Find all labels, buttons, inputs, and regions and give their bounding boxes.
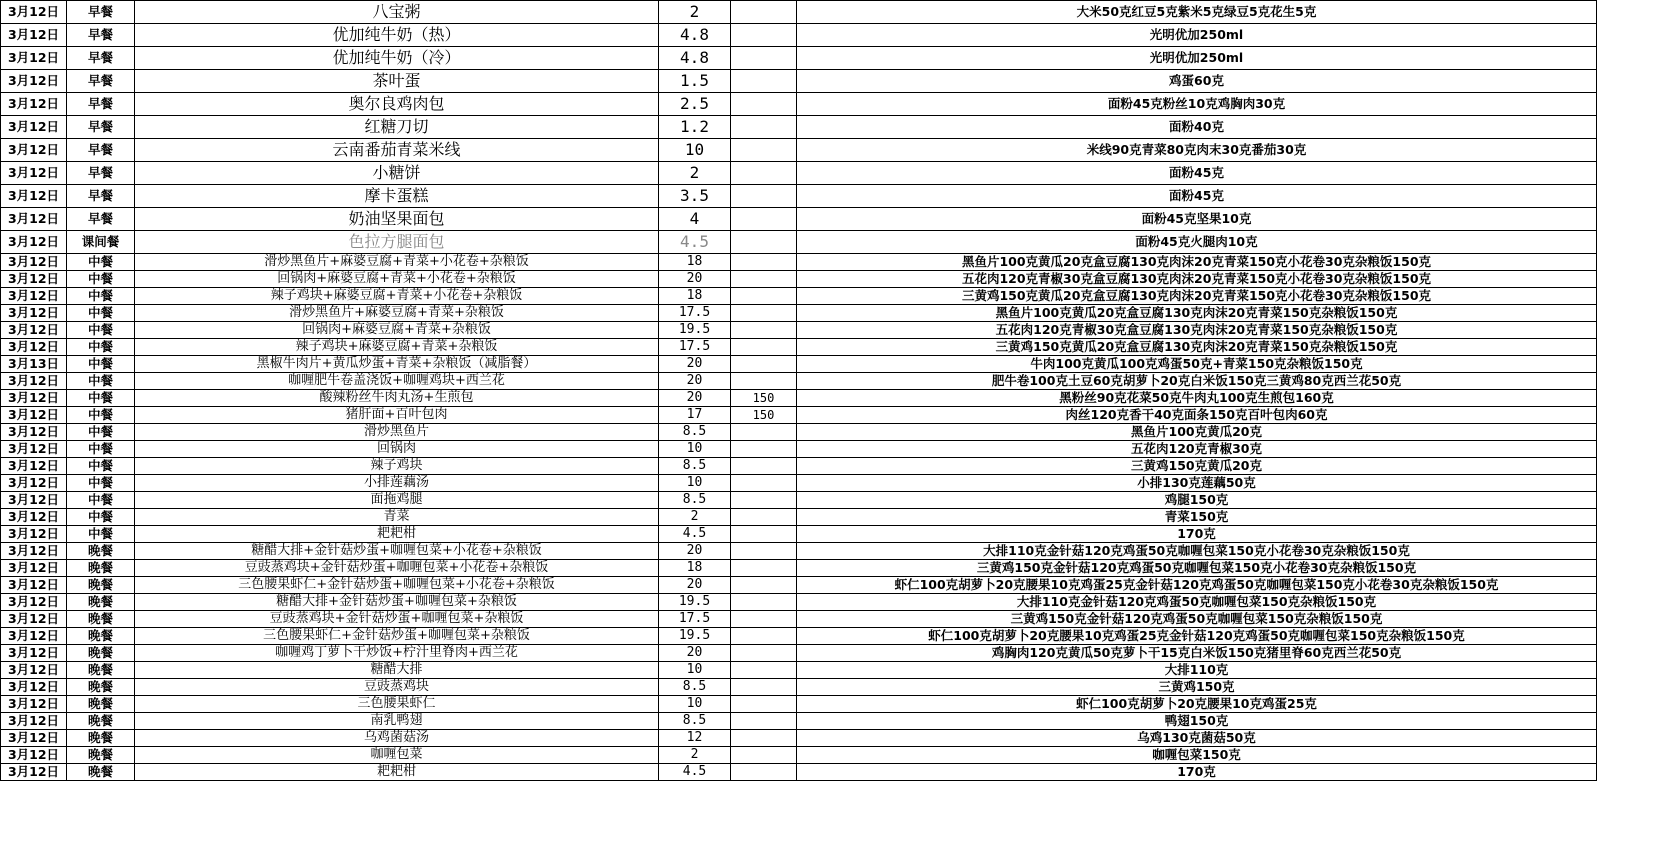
dish-cell[interactable]: 三色腰果虾仁+金针菇炒蛋+咖喱包菜+杂粮饭 (135, 628, 659, 645)
extra-cell[interactable] (731, 475, 797, 492)
meal-cell[interactable]: 晚餐 (67, 679, 135, 696)
date-cell[interactable]: 3月12日 (1, 747, 67, 764)
ingredients-cell[interactable]: 三黄鸡150克金针菇120克鸡蛋50克咖喱包菜150克小花卷30克杂粮饭150克 (797, 560, 1597, 577)
price-cell[interactable]: 19.5 (659, 322, 731, 339)
meal-cell[interactable]: 中餐 (67, 509, 135, 526)
dish-cell[interactable]: 三色腰果虾仁+金针菇炒蛋+咖喱包菜+小花卷+杂粮饭 (135, 577, 659, 594)
meal-cell[interactable]: 晚餐 (67, 730, 135, 747)
meal-cell[interactable]: 早餐 (67, 208, 135, 231)
meal-cell[interactable]: 中餐 (67, 271, 135, 288)
dish-cell[interactable]: 滑炒黑鱼片 (135, 424, 659, 441)
meal-cell[interactable]: 早餐 (67, 70, 135, 93)
meal-cell[interactable]: 晚餐 (67, 543, 135, 560)
extra-cell[interactable] (731, 679, 797, 696)
table-row[interactable] (1, 93, 1597, 116)
date-cell[interactable]: 3月12日 (1, 679, 67, 696)
table-row[interactable] (1, 628, 1597, 645)
date-cell[interactable]: 3月12日 (1, 526, 67, 543)
extra-cell[interactable] (731, 288, 797, 305)
table-row[interactable] (1, 441, 1597, 458)
price-cell[interactable]: 18 (659, 560, 731, 577)
ingredients-cell[interactable]: 大排110克 (797, 662, 1597, 679)
price-cell[interactable]: 20 (659, 577, 731, 594)
date-cell[interactable]: 3月12日 (1, 696, 67, 713)
dish-cell[interactable]: 豆豉蒸鸡块+金针菇炒蛋+咖喱包菜+小花卷+杂粮饭 (135, 560, 659, 577)
ingredients-cell[interactable]: 乌鸡130克菌菇50克 (797, 730, 1597, 747)
dish-cell[interactable]: 三色腰果虾仁 (135, 696, 659, 713)
dish-cell[interactable]: 回锅肉+麻婆豆腐+青菜+小花卷+杂粮饭 (135, 271, 659, 288)
table-row[interactable] (1, 424, 1597, 441)
dish-cell[interactable]: 豆豉蒸鸡块 (135, 679, 659, 696)
price-cell[interactable]: 4.5 (659, 231, 731, 254)
price-cell[interactable]: 4.5 (659, 526, 731, 543)
table-row[interactable] (1, 254, 1597, 271)
meal-cell[interactable]: 中餐 (67, 254, 135, 271)
extra-cell[interactable] (731, 594, 797, 611)
price-cell[interactable]: 8.5 (659, 492, 731, 509)
table-row[interactable] (1, 526, 1597, 543)
ingredients-cell[interactable]: 三黄鸡150克 (797, 679, 1597, 696)
table-row[interactable] (1, 611, 1597, 628)
price-cell[interactable]: 20 (659, 543, 731, 560)
ingredients-cell[interactable]: 肥牛卷100克土豆60克胡萝卜20克白米饭150克三黄鸡80克西兰花50克 (797, 373, 1597, 390)
extra-cell[interactable] (731, 560, 797, 577)
date-cell[interactable]: 3月12日 (1, 509, 67, 526)
table-row[interactable] (1, 288, 1597, 305)
ingredients-cell[interactable]: 黑鱼片100克黄瓜20克盒豆腐130克肉沫20克青菜150克杂粮饭150克 (797, 305, 1597, 322)
meal-cell[interactable]: 晚餐 (67, 662, 135, 679)
dish-cell[interactable]: 糖醋大排 (135, 662, 659, 679)
price-cell[interactable]: 2 (659, 1, 731, 24)
meal-cell[interactable]: 晚餐 (67, 560, 135, 577)
price-cell[interactable]: 8.5 (659, 458, 731, 475)
ingredients-cell[interactable]: 咖喱包菜150克 (797, 747, 1597, 764)
date-cell[interactable]: 3月13日 (1, 356, 67, 373)
date-cell[interactable]: 3月12日 (1, 24, 67, 47)
extra-cell[interactable] (731, 70, 797, 93)
date-cell[interactable]: 3月12日 (1, 730, 67, 747)
ingredients-cell[interactable]: 虾仁100克胡萝卜20克腰果10克鸡蛋25克金针菇120克鸡蛋50克咖喱包菜150克杂粮饭150克 (797, 628, 1597, 645)
date-cell[interactable]: 3月12日 (1, 373, 67, 390)
ingredients-cell[interactable]: 五花肉120克青椒30克盒豆腐130克肉沫20克青菜150克小花卷30克杂粮饭150克 (797, 271, 1597, 288)
price-cell[interactable]: 10 (659, 662, 731, 679)
dish-cell[interactable]: 摩卡蛋糕 (135, 185, 659, 208)
table-row[interactable] (1, 390, 1597, 407)
table-row[interactable] (1, 713, 1597, 730)
price-cell[interactable]: 2 (659, 162, 731, 185)
dish-cell[interactable]: 小糖饼 (135, 162, 659, 185)
ingredients-cell[interactable]: 鸡腿150克 (797, 492, 1597, 509)
date-cell[interactable]: 3月12日 (1, 662, 67, 679)
ingredients-cell[interactable]: 黑鱼片100克黄瓜20克盒豆腐130克肉沫20克青菜150克小花卷30克杂粮饭150克 (797, 254, 1597, 271)
extra-cell[interactable]: 150 (731, 390, 797, 407)
date-cell[interactable]: 3月12日 (1, 611, 67, 628)
dish-cell[interactable]: 奥尔良鸡肉包 (135, 93, 659, 116)
price-cell[interactable]: 4.8 (659, 24, 731, 47)
price-cell[interactable]: 18 (659, 288, 731, 305)
dish-cell[interactable]: 辣子鸡块+麻婆豆腐+青菜+杂粮饭 (135, 339, 659, 356)
extra-cell[interactable] (731, 526, 797, 543)
table-row[interactable] (1, 373, 1597, 390)
date-cell[interactable]: 3月12日 (1, 407, 67, 424)
ingredients-cell[interactable]: 大排110克金针菇120克鸡蛋50克咖喱包菜150克小花卷30克杂粮饭150克 (797, 543, 1597, 560)
dish-cell[interactable]: 咖喱肥牛卷盖浇饭+咖喱鸡块+西兰花 (135, 373, 659, 390)
extra-cell[interactable] (731, 747, 797, 764)
dish-cell[interactable]: 青菜 (135, 509, 659, 526)
dish-cell[interactable]: 耙耙柑 (135, 764, 659, 781)
table-row[interactable] (1, 407, 1597, 424)
ingredients-cell[interactable]: 面粉45克 (797, 162, 1597, 185)
ingredients-cell[interactable]: 三黄鸡150克黄瓜20克盒豆腐130克肉沫20克青菜150克小花卷30克杂粮饭150克 (797, 288, 1597, 305)
dish-cell[interactable]: 豆豉蒸鸡块+金针菇炒蛋+咖喱包菜+杂粮饭 (135, 611, 659, 628)
ingredients-cell[interactable]: 鸡蛋60克 (797, 70, 1597, 93)
table-row[interactable] (1, 322, 1597, 339)
table-row[interactable] (1, 543, 1597, 560)
ingredients-cell[interactable]: 五花肉120克青椒30克 (797, 441, 1597, 458)
price-cell[interactable]: 8.5 (659, 713, 731, 730)
ingredients-cell[interactable]: 大排110克金针菇120克鸡蛋50克咖喱包菜150克杂粮饭150克 (797, 594, 1597, 611)
table-row[interactable] (1, 730, 1597, 747)
ingredients-cell[interactable]: 黑鱼片100克黄瓜20克 (797, 424, 1597, 441)
dish-cell[interactable]: 辣子鸡块 (135, 458, 659, 475)
price-cell[interactable]: 2 (659, 747, 731, 764)
date-cell[interactable]: 3月12日 (1, 560, 67, 577)
date-cell[interactable]: 3月12日 (1, 231, 67, 254)
dish-cell[interactable]: 咖喱鸡丁萝卜干炒饭+柠汁里脊肉+西兰花 (135, 645, 659, 662)
price-cell[interactable]: 10 (659, 441, 731, 458)
extra-cell[interactable] (731, 93, 797, 116)
price-cell[interactable]: 20 (659, 390, 731, 407)
table-row[interactable] (1, 356, 1597, 373)
date-cell[interactable]: 3月12日 (1, 305, 67, 322)
price-cell[interactable]: 10 (659, 475, 731, 492)
extra-cell[interactable] (731, 305, 797, 322)
extra-cell[interactable] (731, 356, 797, 373)
extra-cell[interactable] (731, 441, 797, 458)
dish-cell[interactable]: 云南番茄青菜米线 (135, 139, 659, 162)
extra-cell[interactable] (731, 730, 797, 747)
date-cell[interactable]: 3月12日 (1, 70, 67, 93)
meal-cell[interactable]: 早餐 (67, 93, 135, 116)
price-cell[interactable]: 4 (659, 208, 731, 231)
price-cell[interactable]: 19.5 (659, 594, 731, 611)
ingredients-cell[interactable]: 170克 (797, 526, 1597, 543)
dish-cell[interactable]: 糖醋大排+金针菇炒蛋+咖喱包菜+小花卷+杂粮饭 (135, 543, 659, 560)
ingredients-cell[interactable]: 三黄鸡150克黄瓜20克盒豆腐130克肉沫20克青菜150克杂粮饭150克 (797, 339, 1597, 356)
extra-cell[interactable] (731, 231, 797, 254)
ingredients-cell[interactable]: 光明优加250ml (797, 47, 1597, 70)
ingredients-cell[interactable]: 三黄鸡150克金针菇120克鸡蛋50克咖喱包菜150克杂粮饭150克 (797, 611, 1597, 628)
ingredients-cell[interactable]: 面粉40克 (797, 116, 1597, 139)
price-cell[interactable]: 4.8 (659, 47, 731, 70)
price-cell[interactable]: 18 (659, 254, 731, 271)
meal-cell[interactable]: 中餐 (67, 475, 135, 492)
ingredients-cell[interactable]: 170克 (797, 764, 1597, 781)
price-cell[interactable]: 12 (659, 730, 731, 747)
ingredients-cell[interactable]: 虾仁100克胡萝卜20克腰果10克鸡蛋25克 (797, 696, 1597, 713)
dish-cell[interactable]: 咖喱包菜 (135, 747, 659, 764)
extra-cell[interactable] (731, 645, 797, 662)
dish-cell[interactable]: 猪肝面+百叶包肉 (135, 407, 659, 424)
date-cell[interactable]: 3月12日 (1, 185, 67, 208)
date-cell[interactable]: 3月12日 (1, 543, 67, 560)
ingredients-cell[interactable]: 鸡胸肉120克黄瓜50克萝卜干15克白米饭150克猪里脊60克西兰花50克 (797, 645, 1597, 662)
ingredients-cell[interactable]: 鸭翅150克 (797, 713, 1597, 730)
meal-cell[interactable]: 中餐 (67, 305, 135, 322)
extra-cell[interactable] (731, 116, 797, 139)
ingredients-cell[interactable]: 小排130克莲藕50克 (797, 475, 1597, 492)
ingredients-cell[interactable]: 黑粉丝90克花菜50克牛肉丸100克生煎包160克 (797, 390, 1597, 407)
dish-cell[interactable]: 色拉方腿面包 (135, 231, 659, 254)
price-cell[interactable]: 8.5 (659, 424, 731, 441)
date-cell[interactable]: 3月12日 (1, 1, 67, 24)
extra-cell[interactable] (731, 185, 797, 208)
dish-cell[interactable]: 回锅肉+麻婆豆腐+青菜+杂粮饭 (135, 322, 659, 339)
meal-cell[interactable]: 早餐 (67, 116, 135, 139)
dish-cell[interactable]: 面拖鸡腿 (135, 492, 659, 509)
dish-cell[interactable]: 黑椒牛肉片+黄瓜炒蛋+青菜+杂粮饭（减脂餐） (135, 356, 659, 373)
meal-cell[interactable]: 晚餐 (67, 747, 135, 764)
date-cell[interactable]: 3月12日 (1, 339, 67, 356)
price-cell[interactable]: 2 (659, 509, 731, 526)
ingredients-cell[interactable]: 肉丝120克香干40克面条150克百叶包肉60克 (797, 407, 1597, 424)
extra-cell[interactable] (731, 139, 797, 162)
date-cell[interactable]: 3月12日 (1, 254, 67, 271)
date-cell[interactable]: 3月12日 (1, 713, 67, 730)
table-row[interactable] (1, 139, 1597, 162)
meal-cell[interactable]: 中餐 (67, 390, 135, 407)
meal-cell[interactable]: 早餐 (67, 162, 135, 185)
dish-cell[interactable]: 滑炒黑鱼片+麻婆豆腐+青菜+小花卷+杂粮饭 (135, 254, 659, 271)
menu-rows (1, 1, 1597, 781)
meal-cell[interactable]: 晚餐 (67, 577, 135, 594)
date-cell[interactable]: 3月12日 (1, 628, 67, 645)
table-row[interactable] (1, 1, 1597, 24)
table-row[interactable] (1, 47, 1597, 70)
dish-cell[interactable]: 红糖刀切 (135, 116, 659, 139)
extra-cell[interactable] (731, 271, 797, 288)
meal-cell[interactable]: 晚餐 (67, 628, 135, 645)
ingredients-cell[interactable]: 虾仁100克胡萝卜20克腰果10克鸡蛋25克金针菇120克鸡蛋50克咖喱包菜150克小花卷30克杂粮饭150克 (797, 577, 1597, 594)
date-cell[interactable]: 3月12日 (1, 288, 67, 305)
price-cell[interactable]: 17 (659, 407, 731, 424)
dish-cell[interactable]: 八宝粥 (135, 1, 659, 24)
table-row[interactable] (1, 645, 1597, 662)
table-row[interactable] (1, 162, 1597, 185)
meal-cell[interactable]: 中餐 (67, 339, 135, 356)
ingredients-cell[interactable]: 面粉45克粉丝10克鸡胸肉30克 (797, 93, 1597, 116)
extra-cell[interactable] (731, 424, 797, 441)
extra-cell[interactable] (731, 47, 797, 70)
ingredients-cell[interactable]: 米线90克青菜80克肉末30克番茄30克 (797, 139, 1597, 162)
extra-cell[interactable] (731, 373, 797, 390)
extra-cell[interactable] (731, 662, 797, 679)
table-row[interactable] (1, 594, 1597, 611)
date-cell[interactable]: 3月12日 (1, 139, 67, 162)
price-cell[interactable]: 1.2 (659, 116, 731, 139)
dish-cell[interactable]: 回锅肉 (135, 441, 659, 458)
table-row[interactable] (1, 24, 1597, 47)
extra-cell[interactable] (731, 696, 797, 713)
ingredients-cell[interactable]: 面粉45克坚果10克 (797, 208, 1597, 231)
date-cell[interactable]: 3月12日 (1, 458, 67, 475)
date-cell[interactable]: 3月12日 (1, 116, 67, 139)
meal-cell[interactable]: 中餐 (67, 424, 135, 441)
table-row[interactable] (1, 560, 1597, 577)
price-cell[interactable]: 17.5 (659, 611, 731, 628)
table-row[interactable] (1, 116, 1597, 139)
dish-cell[interactable]: 南乳鸭翅 (135, 713, 659, 730)
meal-cell[interactable]: 早餐 (67, 47, 135, 70)
table-row[interactable] (1, 662, 1597, 679)
extra-cell[interactable] (731, 339, 797, 356)
extra-cell[interactable] (731, 1, 797, 24)
extra-cell[interactable] (731, 208, 797, 231)
price-cell[interactable]: 20 (659, 356, 731, 373)
table-row[interactable] (1, 696, 1597, 713)
meal-cell[interactable]: 中餐 (67, 526, 135, 543)
date-cell[interactable]: 3月12日 (1, 93, 67, 116)
price-cell[interactable]: 17.5 (659, 305, 731, 322)
ingredients-cell[interactable]: 牛肉100克黄瓜100克鸡蛋50克+青菜150克杂粮饭150克 (797, 356, 1597, 373)
dish-cell[interactable]: 耙耙柑 (135, 526, 659, 543)
date-cell[interactable]: 3月12日 (1, 424, 67, 441)
price-cell[interactable]: 17.5 (659, 339, 731, 356)
ingredients-cell[interactable]: 三黄鸡150克黄瓜20克 (797, 458, 1597, 475)
extra-cell[interactable] (731, 24, 797, 47)
meal-cell[interactable]: 中餐 (67, 322, 135, 339)
ingredients-cell[interactable]: 光明优加250ml (797, 24, 1597, 47)
extra-cell[interactable] (731, 492, 797, 509)
ingredients-cell[interactable]: 大米50克红豆5克紫米5克绿豆5克花生5克 (797, 1, 1597, 24)
table-row[interactable] (1, 475, 1597, 492)
price-cell[interactable]: 20 (659, 271, 731, 288)
meal-cell[interactable]: 中餐 (67, 356, 135, 373)
meal-cell[interactable]: 早餐 (67, 139, 135, 162)
extra-cell[interactable] (731, 322, 797, 339)
table-row[interactable] (1, 458, 1597, 475)
meal-cell[interactable]: 中餐 (67, 441, 135, 458)
dish-cell[interactable]: 优加纯牛奶（热） (135, 24, 659, 47)
table-row[interactable] (1, 339, 1597, 356)
date-cell[interactable]: 3月12日 (1, 594, 67, 611)
ingredients-cell[interactable]: 五花肉120克青椒30克盒豆腐130克肉沫20克青菜150克杂粮饭150克 (797, 322, 1597, 339)
price-cell[interactable]: 8.5 (659, 679, 731, 696)
meal-cell[interactable]: 早餐 (67, 1, 135, 24)
price-cell[interactable]: 2.5 (659, 93, 731, 116)
price-cell[interactable]: 3.5 (659, 185, 731, 208)
date-cell[interactable]: 3月12日 (1, 492, 67, 509)
meal-cell[interactable]: 中餐 (67, 407, 135, 424)
price-cell[interactable]: 20 (659, 373, 731, 390)
ingredients-cell[interactable]: 面粉45克火腿肉10克 (797, 231, 1597, 254)
date-cell[interactable]: 3月12日 (1, 47, 67, 70)
dish-cell[interactable]: 茶叶蛋 (135, 70, 659, 93)
date-cell[interactable]: 3月12日 (1, 390, 67, 407)
date-cell[interactable]: 3月12日 (1, 764, 67, 781)
date-cell[interactable]: 3月12日 (1, 271, 67, 288)
ingredients-cell[interactable]: 面粉45克 (797, 185, 1597, 208)
extra-cell[interactable] (731, 577, 797, 594)
table-row[interactable] (1, 231, 1597, 254)
table-row[interactable] (1, 764, 1597, 781)
extra-cell[interactable] (731, 611, 797, 628)
table-row[interactable] (1, 747, 1597, 764)
meal-cell[interactable]: 课间餐 (67, 231, 135, 254)
meal-cell[interactable]: 晚餐 (67, 645, 135, 662)
meal-cell[interactable]: 早餐 (67, 24, 135, 47)
extra-cell[interactable] (731, 713, 797, 730)
extra-cell[interactable] (731, 628, 797, 645)
meal-cell[interactable]: 晚餐 (67, 696, 135, 713)
meal-cell[interactable]: 中餐 (67, 458, 135, 475)
dish-cell[interactable]: 奶油坚果面包 (135, 208, 659, 231)
dish-cell[interactable]: 辣子鸡块+麻婆豆腐+青菜+小花卷+杂粮饭 (135, 288, 659, 305)
extra-cell[interactable] (731, 509, 797, 526)
date-cell[interactable]: 3月12日 (1, 577, 67, 594)
dish-cell[interactable]: 乌鸡菌菇汤 (135, 730, 659, 747)
price-cell[interactable]: 20 (659, 645, 731, 662)
date-cell[interactable]: 3月12日 (1, 441, 67, 458)
dish-cell[interactable]: 滑炒黑鱼片+麻婆豆腐+青菜+杂粮饭 (135, 305, 659, 322)
meal-cell[interactable]: 晚餐 (67, 713, 135, 730)
date-cell[interactable]: 3月12日 (1, 475, 67, 492)
extra-cell[interactable]: 150 (731, 407, 797, 424)
date-cell[interactable]: 3月12日 (1, 322, 67, 339)
meal-cell[interactable]: 晚餐 (67, 611, 135, 628)
extra-cell[interactable] (731, 162, 797, 185)
table-row[interactable] (1, 271, 1597, 288)
table-row[interactable] (1, 577, 1597, 594)
table-row[interactable] (1, 305, 1597, 322)
extra-cell[interactable] (731, 543, 797, 560)
meal-cell[interactable]: 中餐 (67, 288, 135, 305)
price-cell[interactable]: 19.5 (659, 628, 731, 645)
meal-cell[interactable]: 中餐 (67, 492, 135, 509)
table-row[interactable] (1, 509, 1597, 526)
date-cell[interactable]: 3月12日 (1, 208, 67, 231)
meal-cell[interactable]: 早餐 (67, 185, 135, 208)
meal-cell[interactable]: 晚餐 (67, 764, 135, 781)
dish-cell[interactable]: 糖醋大排+金针菇炒蛋+咖喱包菜+杂粮饭 (135, 594, 659, 611)
extra-cell[interactable] (731, 458, 797, 475)
meal-cell[interactable]: 中餐 (67, 373, 135, 390)
table-row[interactable] (1, 185, 1597, 208)
price-cell[interactable]: 4.5 (659, 764, 731, 781)
date-cell[interactable]: 3月12日 (1, 162, 67, 185)
table-row[interactable] (1, 492, 1597, 509)
dish-cell[interactable]: 小排莲藕汤 (135, 475, 659, 492)
meal-cell[interactable]: 晚餐 (67, 594, 135, 611)
price-cell[interactable]: 10 (659, 139, 731, 162)
extra-cell[interactable] (731, 254, 797, 271)
dish-cell[interactable]: 酸辣粉丝牛肉丸汤+生煎包 (135, 390, 659, 407)
table-row[interactable] (1, 679, 1597, 696)
table-row[interactable] (1, 70, 1597, 93)
price-cell[interactable]: 10 (659, 696, 731, 713)
table-row[interactable] (1, 208, 1597, 231)
date-cell[interactable]: 3月12日 (1, 645, 67, 662)
ingredients-cell[interactable]: 青菜150克 (797, 509, 1597, 526)
price-cell[interactable]: 1.5 (659, 70, 731, 93)
extra-cell[interactable] (731, 764, 797, 781)
dish-cell[interactable]: 优加纯牛奶（冷） (135, 47, 659, 70)
